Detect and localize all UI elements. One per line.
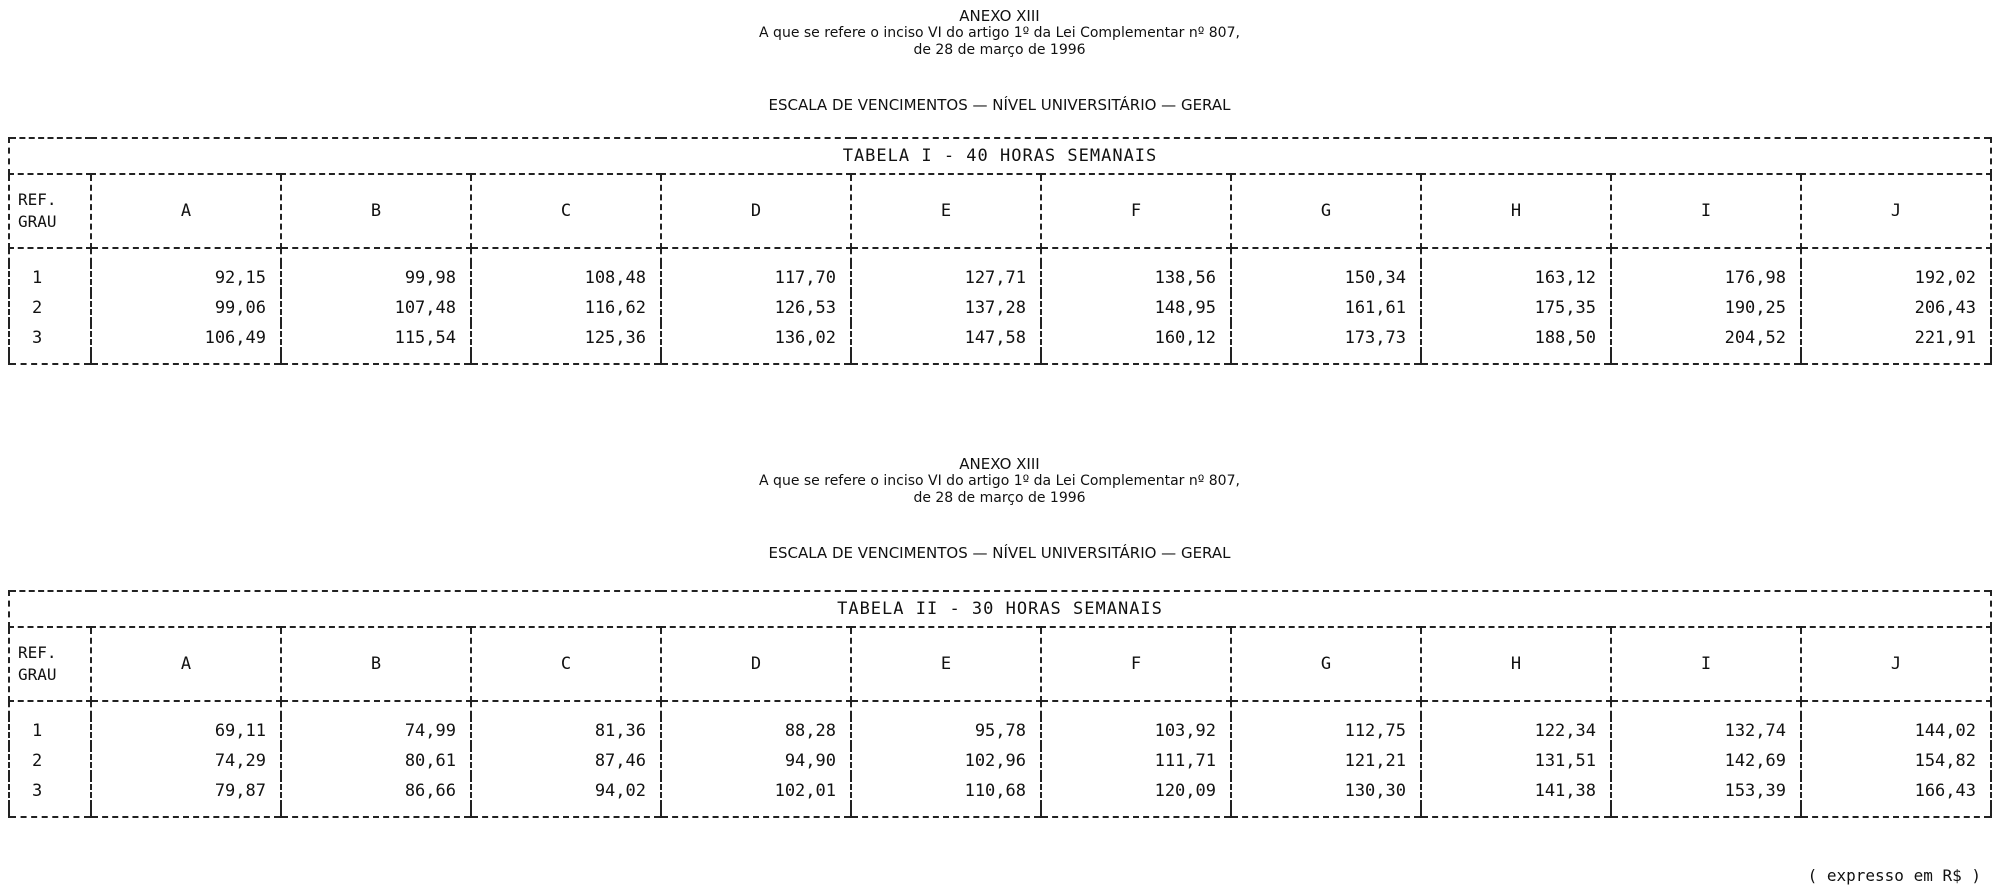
value-cell: 88,28 [661,716,851,746]
salary-table-1 [8,137,1992,365]
value-cell: 103,92 [1041,716,1231,746]
grade-cell: 1 [9,716,91,746]
table-row [9,746,1991,776]
value-cell: 112,75 [1231,716,1421,746]
value-cell: 92,15 [91,263,281,293]
column-header-a: A [91,174,281,248]
column-header-i: I [1611,174,1801,248]
value-cell: 115,54 [281,323,471,353]
table-row [9,293,1991,323]
column-header-row [9,627,1991,701]
value-cell: 173,73 [1231,323,1421,353]
value-cell: 136,02 [661,323,851,353]
column-header-e: E [851,627,1041,701]
annex-reference-line2: de 28 de março de 1996 [913,42,1086,58]
value-cell: 150,34 [1231,263,1421,293]
value-cell: 132,74 [1611,716,1801,746]
value-cell: 69,11 [91,716,281,746]
value-cell: 102,96 [851,746,1041,776]
grade-cell: 3 [9,776,91,806]
value-cell: 204,52 [1611,323,1801,353]
value-cell: 102,01 [661,776,851,806]
column-header-row [9,174,1991,248]
column-header-i: I [1611,627,1801,701]
table-row [9,263,1991,293]
annex-header-1 [0,8,1999,59]
value-cell: 221,91 [1801,323,1991,353]
value-cell: 74,99 [281,716,471,746]
scale-title-1: ESCALA DE VENCIMENTOS — NÍVEL UNIVERSITÁRIO — GERAL [768,96,1231,114]
value-cell: 120,09 [1041,776,1231,806]
ref-grade-header [9,627,91,701]
annex-reference-line1: A que se refere o inciso VI do artigo 1º da Lei Complementar nº 807, [759,25,1240,41]
currency-footnote: ( expresso em R$ ) [1807,866,1981,885]
column-header-f: F [1041,627,1231,701]
annex-title: ANEXO XIII [959,455,1040,473]
column-header-h: H [1421,627,1611,701]
value-cell: 117,70 [661,263,851,293]
value-cell: 95,78 [851,716,1041,746]
value-cell: 130,30 [1231,776,1421,806]
value-cell: 153,39 [1611,776,1801,806]
value-cell: 138,56 [1041,263,1231,293]
value-cell: 99,06 [91,293,281,323]
value-cell: 144,02 [1801,716,1991,746]
value-cell: 192,02 [1801,263,1991,293]
annex-header-2 [0,456,1999,507]
value-cell: 125,36 [471,323,661,353]
value-cell: 99,98 [281,263,471,293]
value-cell: 148,95 [1041,293,1231,323]
value-cell: 127,71 [851,263,1041,293]
value-cell: 94,90 [661,746,851,776]
value-cell: 126,53 [661,293,851,323]
value-cell: 110,68 [851,776,1041,806]
value-cell: 86,66 [281,776,471,806]
value-cell: 176,98 [1611,263,1801,293]
column-header-j: J [1801,627,1991,701]
column-header-d: D [661,174,851,248]
salary-table-2 [8,590,1992,818]
scale-title-2: ESCALA DE VENCIMENTOS — NÍVEL UNIVERSITÁRIO — GERAL [768,544,1231,562]
value-cell: 74,29 [91,746,281,776]
ref-label: REF. [18,190,57,209]
value-cell: 79,87 [91,776,281,806]
value-cell: 111,71 [1041,746,1231,776]
annex-reference-line1: A que se refere o inciso VI do artigo 1º da Lei Complementar nº 807, [759,473,1240,489]
value-cell: 81,36 [471,716,661,746]
value-cell: 206,43 [1801,293,1991,323]
value-cell: 116,62 [471,293,661,323]
value-cell: 166,43 [1801,776,1991,806]
column-header-c: C [471,174,661,248]
value-cell: 106,49 [91,323,281,353]
annex-title: ANEXO XIII [959,7,1040,25]
column-header-j: J [1801,174,1991,248]
value-cell: 142,69 [1611,746,1801,776]
value-cell: 122,34 [1421,716,1611,746]
column-header-h: H [1421,174,1611,248]
grade-cell: 2 [9,293,91,323]
value-cell: 137,28 [851,293,1041,323]
value-cell: 141,38 [1421,776,1611,806]
column-header-e: E [851,174,1041,248]
column-header-a: A [91,627,281,701]
column-header-b: B [281,627,471,701]
value-cell: 80,61 [281,746,471,776]
grade-label: GRAU [18,212,57,231]
value-cell: 188,50 [1421,323,1611,353]
grade-label: GRAU [18,665,57,684]
column-header-g: G [1231,627,1421,701]
table-row [9,776,1991,806]
value-cell: 147,58 [851,323,1041,353]
column-header-g: G [1231,174,1421,248]
value-cell: 160,12 [1041,323,1231,353]
value-cell: 190,25 [1611,293,1801,323]
ref-grade-header [9,174,91,248]
value-cell: 108,48 [471,263,661,293]
value-cell: 154,82 [1801,746,1991,776]
value-cell: 94,02 [471,776,661,806]
column-header-c: C [471,627,661,701]
annex-reference-line2: de 28 de março de 1996 [913,490,1086,506]
value-cell: 131,51 [1421,746,1611,776]
value-cell: 161,61 [1231,293,1421,323]
column-header-f: F [1041,174,1231,248]
grade-cell: 1 [9,263,91,293]
value-cell: 163,12 [1421,263,1611,293]
table-title: TABELA I - 40 HORAS SEMANAIS [9,138,1991,174]
table-row [9,323,1991,353]
table-title: TABELA II - 30 HORAS SEMANAIS [9,591,1991,627]
grade-cell: 2 [9,746,91,776]
value-cell: 175,35 [1421,293,1611,323]
value-cell: 107,48 [281,293,471,323]
column-header-d: D [661,627,851,701]
ref-label: REF. [18,643,57,662]
table-row [9,716,1991,746]
grade-cell: 3 [9,323,91,353]
value-cell: 87,46 [471,746,661,776]
column-header-b: B [281,174,471,248]
value-cell: 121,21 [1231,746,1421,776]
